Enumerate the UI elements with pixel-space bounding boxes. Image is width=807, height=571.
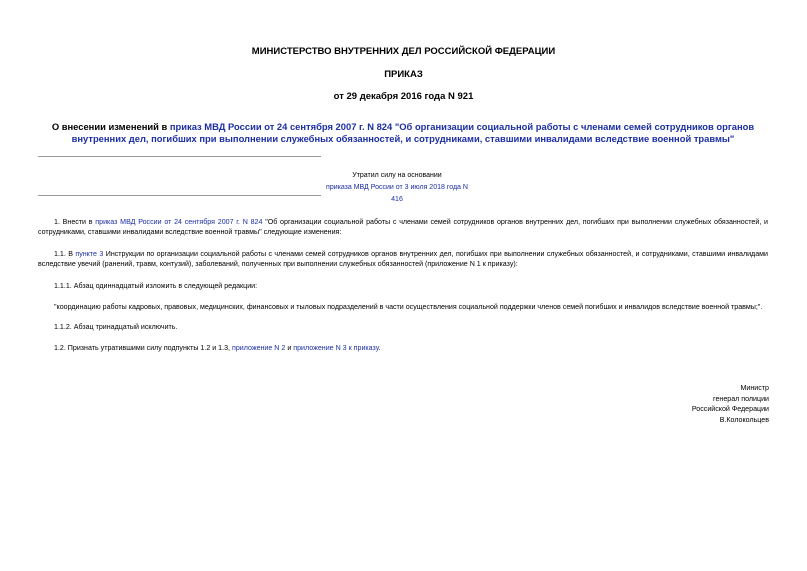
ministry-title: МИНИСТЕРСТВО ВНУТРЕННИХ ДЕЛ РОССИЙСКОЙ ФЕДЕРАЦИИ [251, 46, 556, 57]
paragraph-1-text-b: "Об организации социальной работы с членами семей сотрудников органов внутренних дел, погибших при выполнении служебных обязанностей, и сотрудниками, ставшими инвалидами вследствие военной травмы" следующие изменения: [38, 218, 768, 236]
divider-top [38, 156, 321, 157]
paragraph-1-1 [38, 249, 768, 269]
paragraph-quote: "координацию работы кадровых, правовых, медицинских, финансовых и тыловых подразделений в части осуществления социальной поддержки членов семей погибших и инвалидов вследствие военной травмы;". [54, 303, 763, 311]
paragraph-1-1-link[interactable]: пункте 3 [75, 250, 104, 258]
paragraph-1 [38, 217, 768, 237]
signature-country: Российской Федерации [691, 405, 769, 413]
signature-title: Министр [740, 384, 769, 392]
paragraph-1-2-text-a: 1.2. Признать утратившими силу подпункты 1.2 и 1.3, [54, 344, 232, 352]
paragraph-1-1-text-b: Инструкции по организации социальной работы с членами семей сотрудников органов внутренних дел, погибших при выполнении служебных обязанностей, и сотрудниками, ставшими инвалидами вследствие увечий (ранений, травм, контузий), заболеваний, полученных при выполнении служебных обязанностей (приложение N 1 к приказу): [38, 250, 768, 268]
paragraph-1-2-text-mid: и [285, 344, 294, 352]
paragraph-1-link[interactable]: приказ МВД России от 24 сентября 2007 г. N 824 [95, 218, 263, 226]
paragraph-1-2-text-end: . [378, 344, 381, 352]
document-subject [38, 121, 768, 145]
signature-name: В.Колокольцев [719, 415, 769, 424]
subject-link[interactable]: приказ МВД России от 24 сентября 2007 г. N 824 "Об организации социальной работы с членами семей сотрудников органов внутренних дел, погибших при выполнении служебных обязанностей, и сотрудниками, ставшими инвалидами вследствие военной травмы" [71, 121, 755, 144]
document-date-number: от 29 декабря 2016 года N 921 [333, 91, 474, 102]
paragraph-1-1-2: 1.1.2. Абзац тринадцатый исключить. [54, 323, 178, 331]
expired-note-text: Утратил силу на основании [352, 172, 442, 179]
signature-block [569, 383, 769, 425]
paragraph-1-1-text-a: 1.1. В [54, 250, 76, 258]
appendix-2-link[interactable]: приложение N 2 [231, 344, 286, 352]
divider-bottom [38, 195, 321, 196]
signature-rank: генерал полиции [713, 394, 769, 403]
subject-prefix: О внесении изменений в [51, 121, 170, 132]
paragraph-1-2 [38, 343, 768, 353]
appendix-3-link[interactable]: приложение N 3 к приказу [293, 344, 379, 352]
paragraph-1-1-1: 1.1.1. Абзац одиннадцатый изложить в следующей редакции: [54, 282, 258, 290]
paragraph-1-text-a: 1. Внести в [54, 218, 96, 226]
expired-note-link[interactable]: приказа МВД России от 3 июля 2018 года N 416 [326, 184, 468, 203]
expired-note [322, 170, 472, 206]
document-type: ПРИКАЗ [384, 69, 423, 80]
